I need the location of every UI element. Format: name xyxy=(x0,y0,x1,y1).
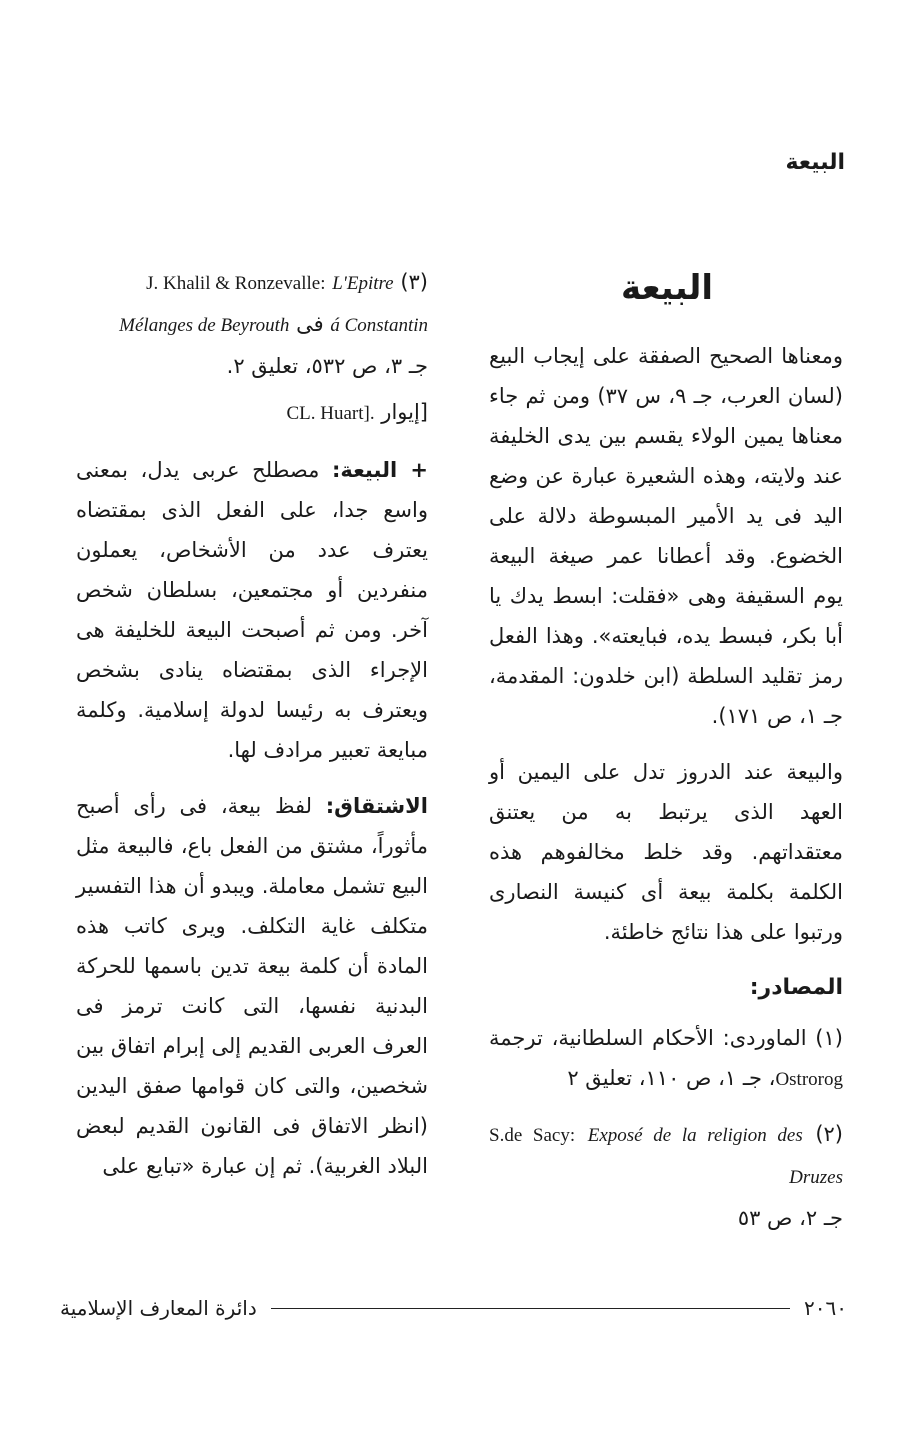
definition-paragraph xyxy=(76,450,428,770)
paragraph-text: مصطلح عربى يدل، بمعنى واسع جدا، على الفعل الذى بمقتضاه يعترف عدد من الأشخاص، يعملون منفردين أو مجتمعين، بسلطان شخص آخر. ومن ثم أصبحت البيعة للخليفة هى الإجراء الذى بمقتضاه ينادى بشخص ويعترف به رئيسا لدولة إسلامية. وكلمة مبايعة تعبير مرادف لها. xyxy=(76,458,428,762)
page-number: ٢٠٦٠ xyxy=(804,1296,847,1320)
footer-rule xyxy=(271,1308,790,1309)
signature-arabic: [إيوار xyxy=(381,400,428,424)
reference-text: جـ ٣، ص ٥٣٢، تعليق ٢. xyxy=(226,354,428,378)
reference-text: فى xyxy=(296,312,324,336)
page-footer xyxy=(60,1296,847,1320)
publication-title: دائرة المعارف الإسلامية xyxy=(60,1296,257,1320)
article-title: البيعة xyxy=(621,268,713,308)
reference-3 xyxy=(76,262,428,386)
intro-paragraph xyxy=(489,336,843,736)
etymology-paragraph xyxy=(76,786,428,1186)
reference-text: جـ ٢، ص ٥٣ xyxy=(737,1206,843,1230)
paragraph-text: لفظ بيعة، فى رأى أصبح مأثوراً، مشتق من الفعل باع، فالبيعة مثل البيع تشمل معاملة. ويبدو أن هذا التفسير متكلف غاية التكلف. ويرى كاتب هذه المادة أن كلمة بيعة تدين باسمها للحركة البدنية نفسها، التى كانت ترمز فى العرف العربى القديم إلى إبرام اتفاق بين شخصين، والتى كان قوامها صفق اليدين (انظر الاتفاق فى القانون القديم لبعض البلاد الغربية). ثم إن عبارة «تبايع على xyxy=(76,794,428,1178)
reference-number: (٣) xyxy=(400,270,428,294)
reference-text: (١) الماوردى: الأحكام السلطانية، ترجمة xyxy=(489,1026,843,1050)
reference-latin: S.de Sacy: xyxy=(489,1125,576,1146)
paragraph-text: والبيعة عند الدروز تدل على اليمين أو العهد الذى يرتبط به من يعتنق معتقداتهم. وقد خلط مخالفوهم هذه الكلمة بكلمة بيعة أى كنيسة النصارى ورتبوا على هذا نتائج خاطئة. xyxy=(489,760,843,944)
reference-latin: J. Khalil & Ronzevalle: xyxy=(146,273,326,294)
reference-number: (٢) xyxy=(815,1122,843,1146)
reference-latin-italic: Mélanges de Beyrouth xyxy=(119,315,290,336)
sources-heading: المصادر: xyxy=(749,975,843,1000)
reference-1 xyxy=(489,1018,843,1100)
reference-2 xyxy=(489,1114,843,1238)
paragraph-lead: + البيعة: xyxy=(331,458,428,482)
reference-latin-italic: á Constantin xyxy=(330,315,428,336)
right-column xyxy=(489,262,843,1252)
left-column xyxy=(76,262,428,1202)
paragraph-text: ومعناها الصحيح الصفقة على إيجاب البيع (لسان العرب، جـ ٩، س ٣٧) ومن ثم جاء معناها يمين الولاء يقسم بين يدى الخليفة عند ولايته، وهذه الشعيرة عبارة عن وضع اليد فى يد الأمير المبسوطة دلالة على الخضوع. وقد أعطانا عمر صيغة البيعة يوم السقيفة وهى «فقلت: ابسط يدك يا أبا بكر، فبسط يده، فبايعته». وهذا الفعل رمز تقليد السلطة (ابن خلدون: المقدمة، جـ ١، ص ١٧١). xyxy=(489,344,844,728)
signature-latin: CL. Huart]. xyxy=(286,403,375,424)
paragraph-lead: الاشتقاق: xyxy=(325,794,428,818)
reference-latin: Ostrorog xyxy=(775,1069,843,1090)
reference-text: ، جـ ١، ص ١١٠، تعليق ٢ xyxy=(567,1066,776,1090)
author-signature xyxy=(76,392,428,434)
druze-paragraph xyxy=(489,752,843,952)
running-head: البيعة xyxy=(785,150,845,175)
reference-latin-italic: L'Epitre xyxy=(332,273,394,294)
reference-latin-italic: Exposé de la religion des Druzes xyxy=(587,1125,843,1188)
